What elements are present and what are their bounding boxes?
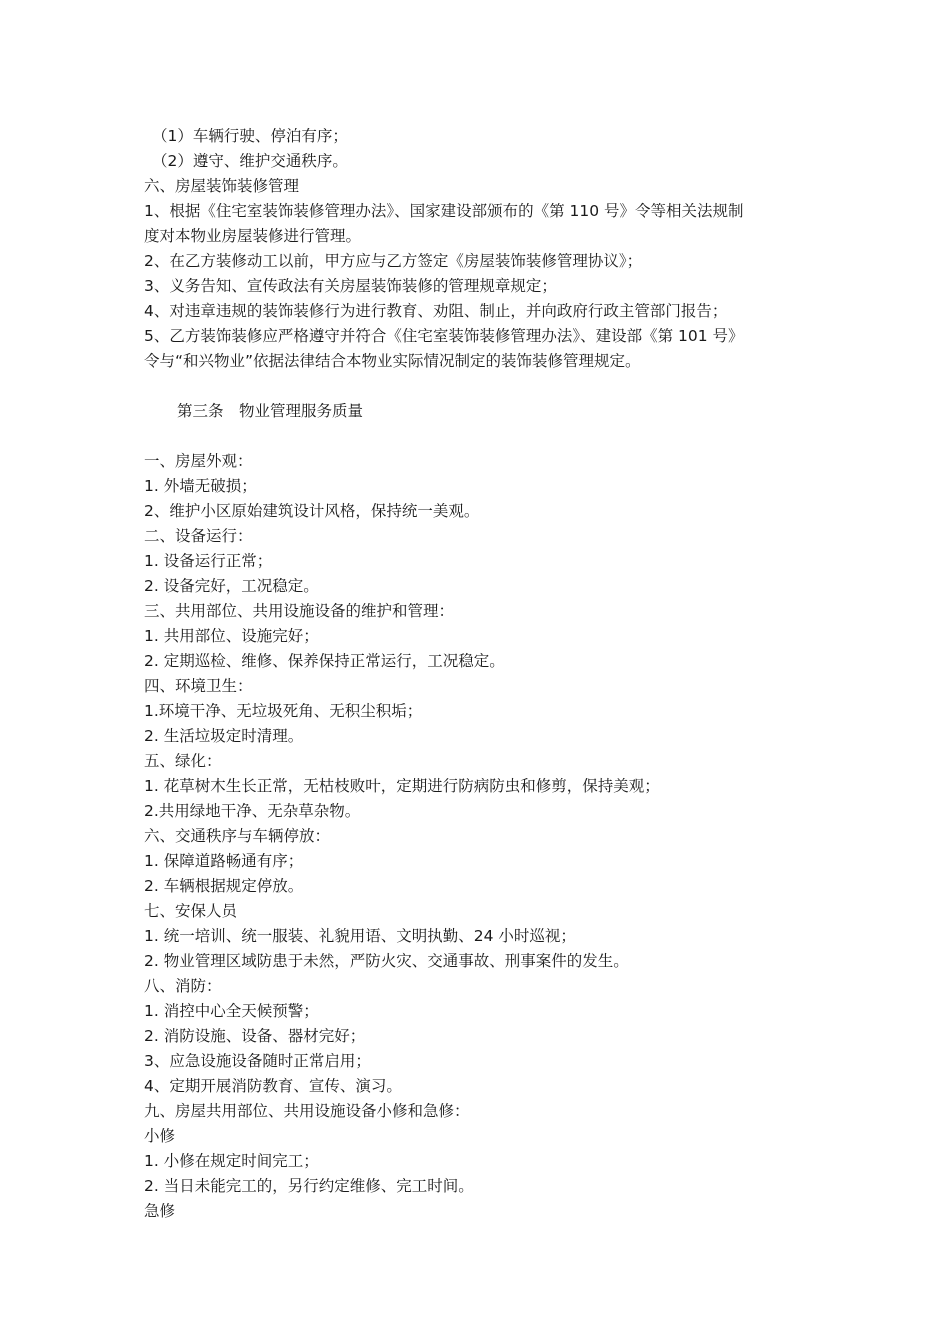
text-line: 1. 花草树木生长正常，无枯枝败叶，定期进行防病防虫和修剪，保持美观； (144, 777, 660, 795)
text-line: 1. 保障道路畅通有序； (144, 852, 304, 870)
text-line: 1.环境干净、无垃圾死角、无积尘积垢； (144, 702, 423, 720)
text-line: 2. 车辆根据规定停放。 (144, 877, 304, 895)
article-title: 第三条 物业管理服务质量 (177, 402, 364, 420)
text-line: 4、对违章违规的装饰装修行为进行教育、劝阻、制止，并向政府行政主管部门报告； (144, 302, 728, 320)
text-line: 1. 统一培训、统一服装、礼貌用语、文明执勤、24 小时巡视； (144, 927, 576, 945)
text-line: 2. 生活垃圾定时清理。 (144, 727, 304, 745)
section-heading: 二、设备运行： (144, 527, 253, 545)
section-heading: 七、安保人员 (144, 902, 238, 920)
text-line: 令与“和兴物业”依据法律结合本物业实际情况制定的装饰装修管理规定。 (144, 352, 641, 370)
subheading: 急修 (144, 1202, 176, 1220)
text-line: 2. 当日未能完工的，另行约定维修、完工时间。 (144, 1177, 474, 1195)
text-line: 1. 共用部位、设施完好； (144, 627, 319, 645)
text-line: 1、根据《住宅室装饰装修管理办法》、国家建设部颁布的《第 110 号》令等相关法规制 (144, 202, 744, 220)
text-line: 1. 外墙无破损； (144, 477, 257, 495)
text-line: （1）车辆行驶、停泊有序； (152, 127, 348, 145)
text-line: 1. 设备运行正常； (144, 552, 273, 570)
subheading: 小修 (144, 1127, 176, 1145)
text-line: 2. 定期巡检、维修、保养保持正常运行，工况稳定。 (144, 652, 505, 670)
section-heading: 六、房屋装饰装修管理 (144, 177, 300, 195)
text-line: 5、乙方装饰装修应严格遵守并符合《住宅室装饰装修管理办法》、建设部《第 101 号》 (144, 327, 744, 345)
text-line: 2.共用绿地干净、无杂草杂物。 (144, 802, 361, 820)
section-heading: 三、共用部位、共用设施设备的维护和管理： (144, 602, 455, 620)
spacer (144, 374, 824, 399)
section-heading: 四、环境卫生： (144, 677, 253, 695)
text-line: 2. 物业管理区域防患于未然，严防火灾、交通事故、刑事案件的发生。 (144, 952, 629, 970)
document-page (144, 124, 824, 1224)
text-line: （2）遵守、维护交通秩序。 (152, 152, 348, 170)
text-line: 2、维护小区原始建筑设计风格，保持统一美观。 (144, 502, 480, 520)
text-line: 2. 消防设施、设备、器材完好； (144, 1027, 366, 1045)
spacer (144, 424, 824, 449)
section-heading: 六、交通秩序与车辆停放： (144, 827, 331, 845)
text-line: 2. 设备完好，工况稳定。 (144, 577, 319, 595)
section-heading: 一、房屋外观： (144, 452, 253, 470)
text-line: 度对本物业房屋装修进行管理。 (144, 227, 362, 245)
text-line: 2、在乙方装修动工以前，甲方应与乙方签定《房屋装饰装修管理协议》； (144, 252, 643, 270)
section-heading: 九、房屋共用部位、共用设施设备小修和急修： (144, 1102, 470, 1120)
text-line: 3、应急设施设备随时正常启用； (144, 1052, 371, 1070)
text-line: 3、义务告知、宣传政法有关房屋装饰装修的管理规章规定； (144, 277, 557, 295)
section-heading: 八、消防： (144, 977, 222, 995)
section-heading: 五、绿化： (144, 752, 222, 770)
text-line: 1. 小修在规定时间完工； (144, 1152, 319, 1170)
text-line: 4、定期开展消防教育、宣传、演习。 (144, 1077, 402, 1095)
text-line: 1. 消控中心全天候预警； (144, 1002, 319, 1020)
